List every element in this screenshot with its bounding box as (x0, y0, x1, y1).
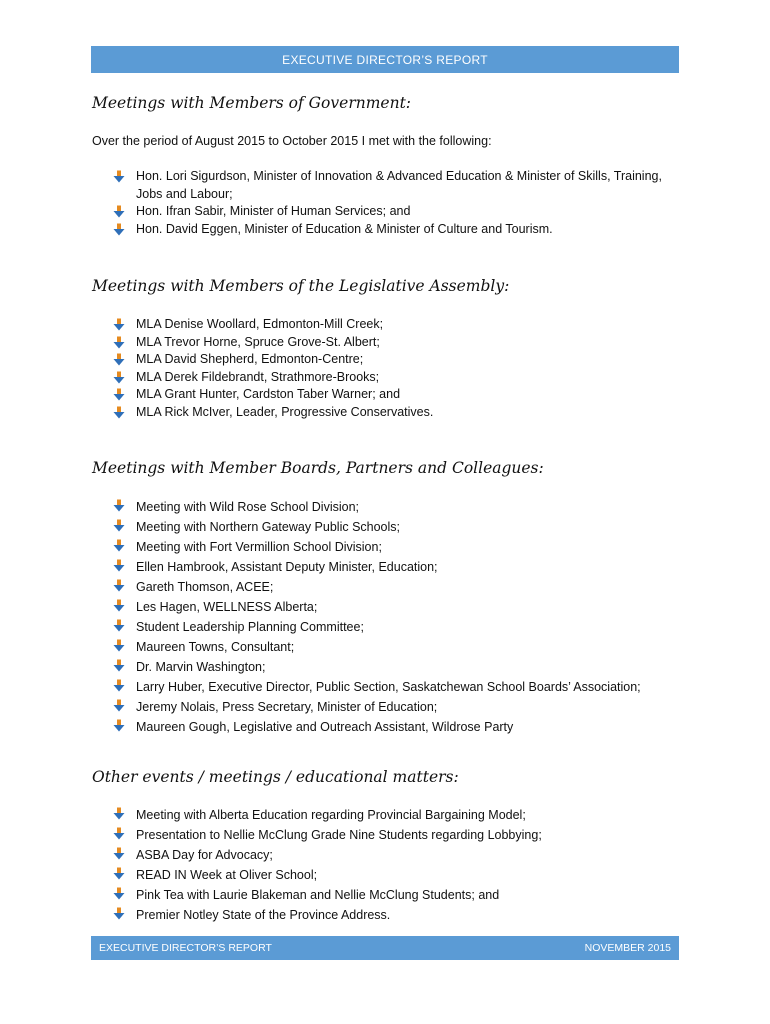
list-item: MLA David Shepherd, Edmonton-Centre; (113, 351, 683, 369)
list-item: Gareth Thomson, ACEE; (113, 577, 683, 597)
list-item: Maureen Gough, Legislative and Outreach Assistant, Wildrose Party (113, 717, 683, 737)
list-item: Pink Tea with Laurie Blakeman and Nellie McClung Students; and (113, 885, 683, 905)
down-arrow-icon (113, 827, 125, 840)
down-arrow-icon (113, 699, 125, 712)
list-item: Meeting with Northern Gateway Public Schools; (113, 517, 683, 537)
list-item: Ellen Hambrook, Assistant Deputy Minister, Education; (113, 557, 683, 577)
list-item: MLA Rick McIver, Leader, Progressive Conservatives. (113, 404, 683, 422)
down-arrow-icon (113, 223, 125, 236)
list-item: Hon. David Eggen, Minister of Education & Minister of Culture and Tourism. (113, 221, 683, 239)
down-arrow-icon (113, 205, 125, 218)
down-arrow-icon (113, 371, 125, 384)
footer-bar (91, 936, 679, 960)
list-item: Maureen Towns, Consultant; (113, 637, 683, 657)
list-item: Meeting with Fort Vermillion School Division; (113, 537, 683, 557)
boards-list (113, 497, 683, 737)
down-arrow-icon (113, 406, 125, 419)
government-list (113, 168, 683, 238)
down-arrow-icon (113, 807, 125, 820)
other-events-list (113, 805, 683, 925)
down-arrow-icon (113, 559, 125, 572)
section-heading-legislative: Meetings with Members of the Legislative Assembly: (92, 277, 510, 295)
down-arrow-icon (113, 887, 125, 900)
list-item: MLA Derek Fildebrandt, Strathmore-Brooks; (113, 369, 683, 387)
section-heading-other: Other events / meetings / educational matters: (92, 768, 459, 786)
list-item: Presentation to Nellie McClung Grade Nine Students regarding Lobbying; (113, 825, 683, 845)
down-arrow-icon (113, 599, 125, 612)
section-intro: Over the period of August 2015 to October 2015 I met with the following: (92, 134, 492, 148)
down-arrow-icon (113, 619, 125, 632)
list-item: Premier Notley State of the Province Address. (113, 905, 683, 925)
down-arrow-icon (113, 170, 125, 183)
list-item: READ IN Week at Oliver School; (113, 865, 683, 885)
down-arrow-icon (113, 388, 125, 401)
list-item: ASBA Day for Advocacy; (113, 845, 683, 865)
footer-date: NOVEMBER 2015 (584, 942, 671, 954)
down-arrow-icon (113, 499, 125, 512)
list-item: Les Hagen, WELLNESS Alberta; (113, 597, 683, 617)
list-item: MLA Grant Hunter, Cardston Taber Warner; and (113, 386, 683, 404)
section-heading-boards: Meetings with Member Boards, Partners and Colleagues: (92, 459, 544, 477)
list-item: Meeting with Wild Rose School Division; (113, 497, 683, 517)
list-item: Hon. Ifran Sabir, Minister of Human Services; and (113, 203, 683, 221)
down-arrow-icon (113, 519, 125, 532)
down-arrow-icon (113, 336, 125, 349)
down-arrow-icon (113, 659, 125, 672)
down-arrow-icon (113, 539, 125, 552)
down-arrow-icon (113, 679, 125, 692)
down-arrow-icon (113, 719, 125, 732)
list-item: MLA Trevor Horne, Spruce Grove-St. Albert; (113, 334, 683, 352)
section-heading-government: Meetings with Members of Government: (92, 94, 412, 112)
list-item: Hon. Lori Sigurdson, Minister of Innovation & Advanced Education & Minister of Skills, Training, Jobs and Labour; (113, 168, 683, 203)
down-arrow-icon (113, 847, 125, 860)
down-arrow-icon (113, 639, 125, 652)
legislative-list (113, 316, 683, 421)
footer-title: EXECUTIVE DIRECTOR’S REPORT (99, 942, 272, 954)
list-item: MLA Denise Woollard, Edmonton-Mill Creek; (113, 316, 683, 334)
header-bar (91, 46, 679, 73)
down-arrow-icon (113, 353, 125, 366)
down-arrow-icon (113, 579, 125, 592)
down-arrow-icon (113, 907, 125, 920)
list-item: Student Leadership Planning Committee; (113, 617, 683, 637)
list-item: Dr. Marvin Washington; (113, 657, 683, 677)
header-title: EXECUTIVE DIRECTOR’S REPORT (282, 52, 488, 67)
list-item: Meeting with Alberta Education regarding Provincial Bargaining Model; (113, 805, 683, 825)
down-arrow-icon (113, 867, 125, 880)
down-arrow-icon (113, 318, 125, 331)
list-item: Jeremy Nolais, Press Secretary, Minister of Education; (113, 697, 683, 717)
list-item: Larry Huber, Executive Director, Public Section, Saskatchewan School Boards’ Association; (113, 677, 683, 697)
